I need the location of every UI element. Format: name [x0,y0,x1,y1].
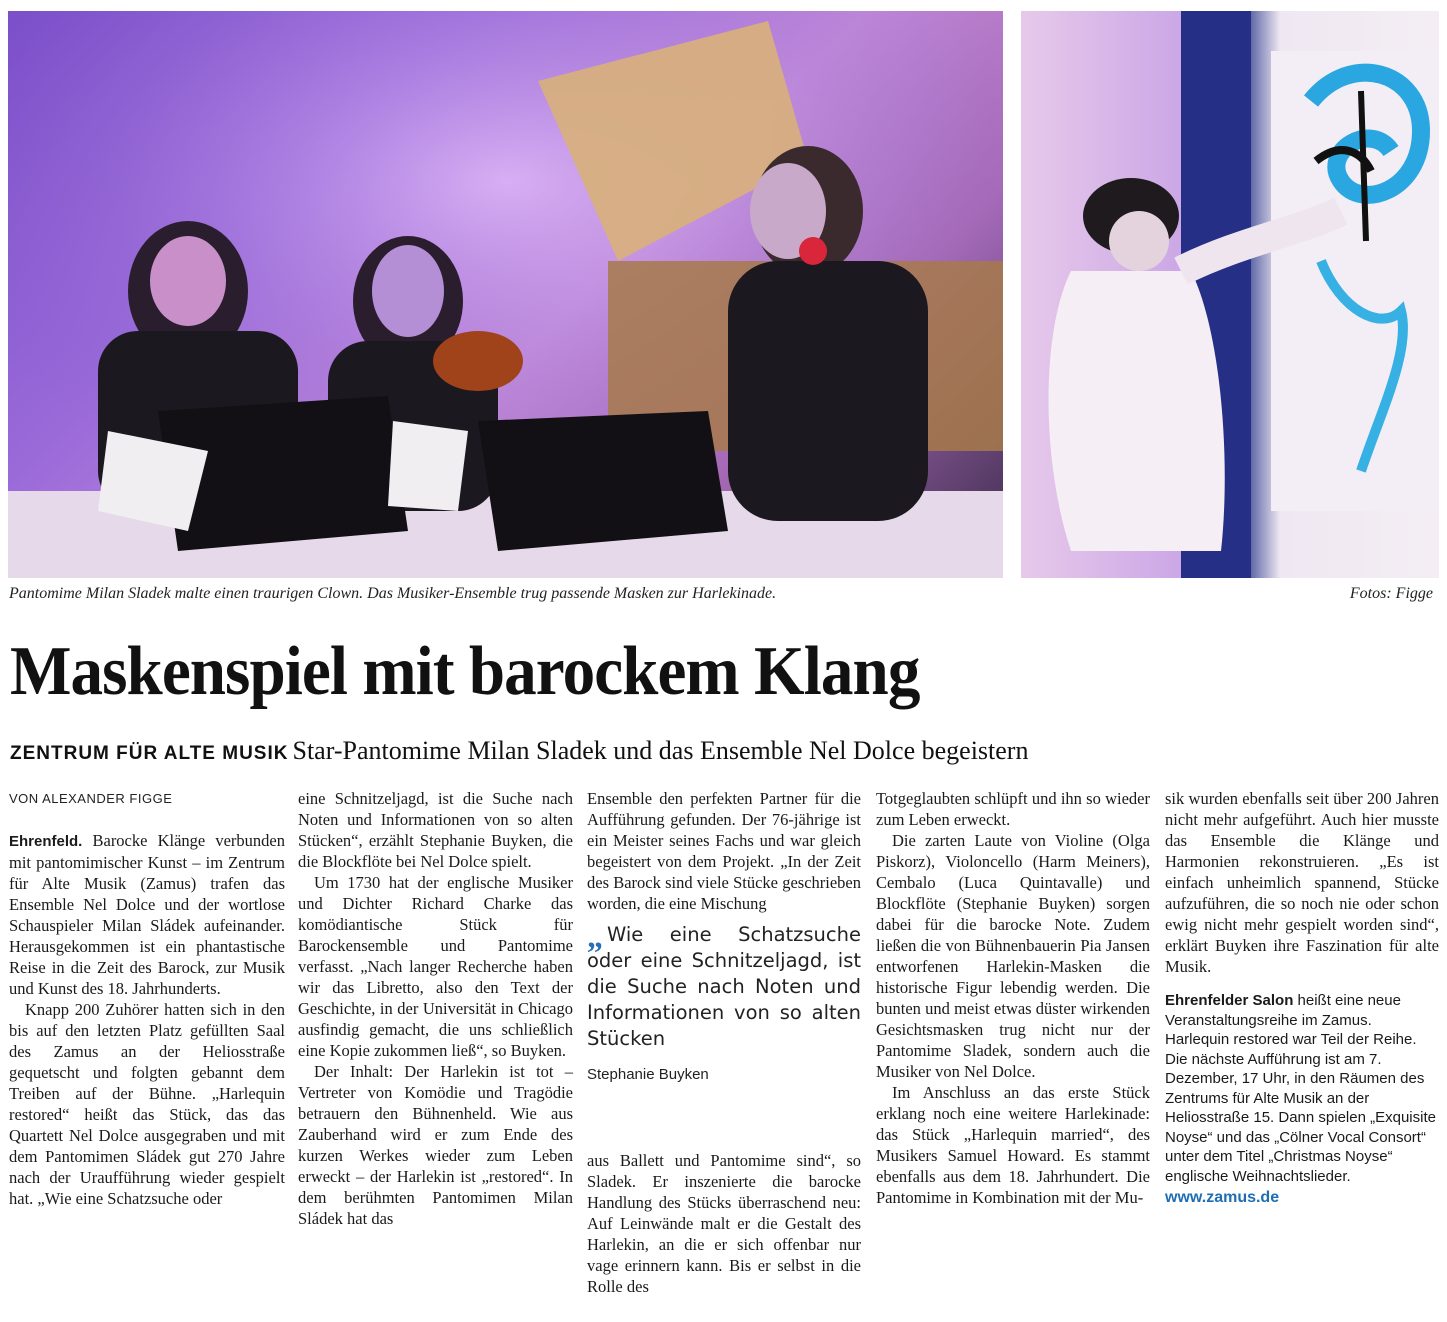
paragraph: Der Inhalt: Der Harlekin ist tot – Vertreter von Komödie und Tragödie betrauern den Bühnenheld. Wie aus Zauberhand wird er zum Ende des kurzen Werkes wieder zum Leben erweckt – der Harlekin ist „restored“. In dem berühmten Pantomimen Milan Sládek hat das [298,1062,573,1228]
article-column-4 [876,788,1150,1208]
pull-quote-text: Wie eine Schatzsuche oder eine Schnitzeljagd, ist die Suche nach Noten und Informationen von so alten Stücken [587,923,861,1050]
byline: VON ALEXANDER FIGGE [9,791,173,806]
subtitle: Star-Pantomime Milan Sladek und das Ensemble Nel Dolce begeistern [292,736,1029,765]
photo-caption: Pantomime Milan Sladek malte einen traurigen Clown. Das Musiker-Ensemble trug passende Masken zur Harlekinade. [9,585,777,602]
pull-quote-author: Stephanie Buyken [587,1066,709,1083]
paragraph-text: Barocke Klänge verbunden mit pantomimischer Kunst – im Zentrum für Alte Musik (Zamus) trafen das Ensemble Nel Dolce und der wortlose Schauspieler Milan Sládek aufeinander. Herausgekommen ist ein phantastische Reise in die Zeit des Barock, zur Musik und Kunst des 18. Jahrhunderts. [9,831,285,998]
info-box-text: heißt eine neue Veranstaltungsreihe im Zamus. Harlequin restored war Teil der Reihe. Die nächste Aufführung ist am 7. Dezember, 17 Uhr, in den Räumen des Zentrums für Alte Musik an der Heliosstraße 15. Dann spielen „Exquisite Noyse“ und das „Cölner Vocal Consort“ unter dem Titel „Christmas Noyse“ englische Weihnachtslieder. [1165,992,1436,1185]
paragraph: Totgeglaubten schlüpft und ihn so wieder zum Leben erweckt. [876,789,1150,829]
article-column-5 [1165,788,1439,1208]
info-box [1165,991,1439,1208]
subheadline [10,734,1028,772]
website-link[interactable]: www.zamus.de [1165,1189,1280,1206]
article-column-2 [298,788,573,1229]
paragraph: Um 1730 hat der englische Musiker und Dichter Richard Charke das komödiantische Stück für Barockensemble und Pantomime verfasst. „Nach langer Recherche haben wir das Libretto, also den Text der Geschichte, in der Universität in Chicago ausfindig gemacht, die uns schließlich eine Kopie zukommen ließ“, so Buyken. [298,873,573,1060]
paragraph: Knapp 200 Zuhörer hatten sich in den bis auf den letzten Platz gefüllten Saal des Zamus an der Heliosstraße gequetscht und folgten gebannt dem Treiben auf der Bühne. „Harlequin restored“ heißt das Stück, das das Quartett Nel Dolce ausgegraben und mit dem Pantomimen Sládek gut 270 Jahre nach der Uraufführung wieder gespielt hat. „Wie eine Schatzsuche oder [9,1000,285,1208]
paragraph: Im Anschluss an das erste Stück erklang noch eine weitere Harlekinade: das Stück „Harlequin married“, des Musikers Samuel Howard. Es stammt ebenfalls aus dem 18. Jahrhundert. Die Pantomime in Kombination mit der Mu- [876,1083,1150,1207]
section-kicker: ZENTRUM FÜR ALTE MUSIK [10,743,289,764]
ensemble-photo [8,11,1003,578]
photo-credit: Fotos: Figge [1349,585,1433,602]
pantomime-photo-illustration [1021,11,1439,578]
ensemble-photo-illustration [8,11,1003,578]
quote-mark-icon: „ [587,918,603,954]
paragraph [9,830,285,999]
info-box-title: Ehrenfelder Salon [1165,992,1294,1009]
headline: Maskenspiel mit barockem Klang [10,633,920,710]
dateline: Ehrenfeld. [9,833,83,850]
paragraph: eine Schnitzeljagd, ist die Suche nach Noten und Informationen von so alten Stücken“, erzählt Stephanie Buyken, die die Blockflöte bei Nel Dolce spielt. [298,789,573,871]
paragraph: sik wurden ebenfalls seit über 200 Jahren nicht mehr aufgeführt. Auch hier musste das Ensemble die Klänge und Harmonien rekonstruieren. „Es ist einfach unheimlich spannend, Stücke aufzuführen, die so noch nie oder schon ewig nicht mehr gespielt worden sind“, erklärt Buyken ihre Faszination für alte Musik. [1165,789,1439,976]
article-column-3 [587,788,861,1296]
paragraph: Ensemble den perfekten Partner für die Aufführung gefunden. Der 76-jährige ist ein Meister seines Fachs und war gleich begeistert von dem Projekt. „In der Zeit des Barock sind viele Stücke geschrieben worden, die eine Mischung [587,789,861,913]
pantomime-photo [1021,11,1439,578]
paragraph: Die zarten Laute von Violine (Olga Piskorz), Violoncello (Harm Meiners), Cembalo (Luca Quintavalle) und Blockflöte (Stephanie Buyken) sorgen dabei für die barocke Note. Zudem ließen die von Bühnenbauerin Pia Jansen entworfenen Harlekin-Masken die historische Figur lebendig werden. Die bunten und meist etwas düster wirkenden Gesichtsmasken trug nicht nur der Pantomime Sladek, sondern auch die Musiker von Nel Dolce. [876,831,1150,1081]
article-column-1 [9,788,285,1209]
paragraph: aus Ballett und Pantomime sind“, so Sladek. Er inszenierte die barocke Handlung des Stücks überraschend neu: Auf Leinwände malt er die Gestalt des Harlekin, an die er sich offenbar nur vage erinnern kann. Bis er selbst in die Rolle des [587,1151,861,1296]
pull-quote [587,918,861,1085]
